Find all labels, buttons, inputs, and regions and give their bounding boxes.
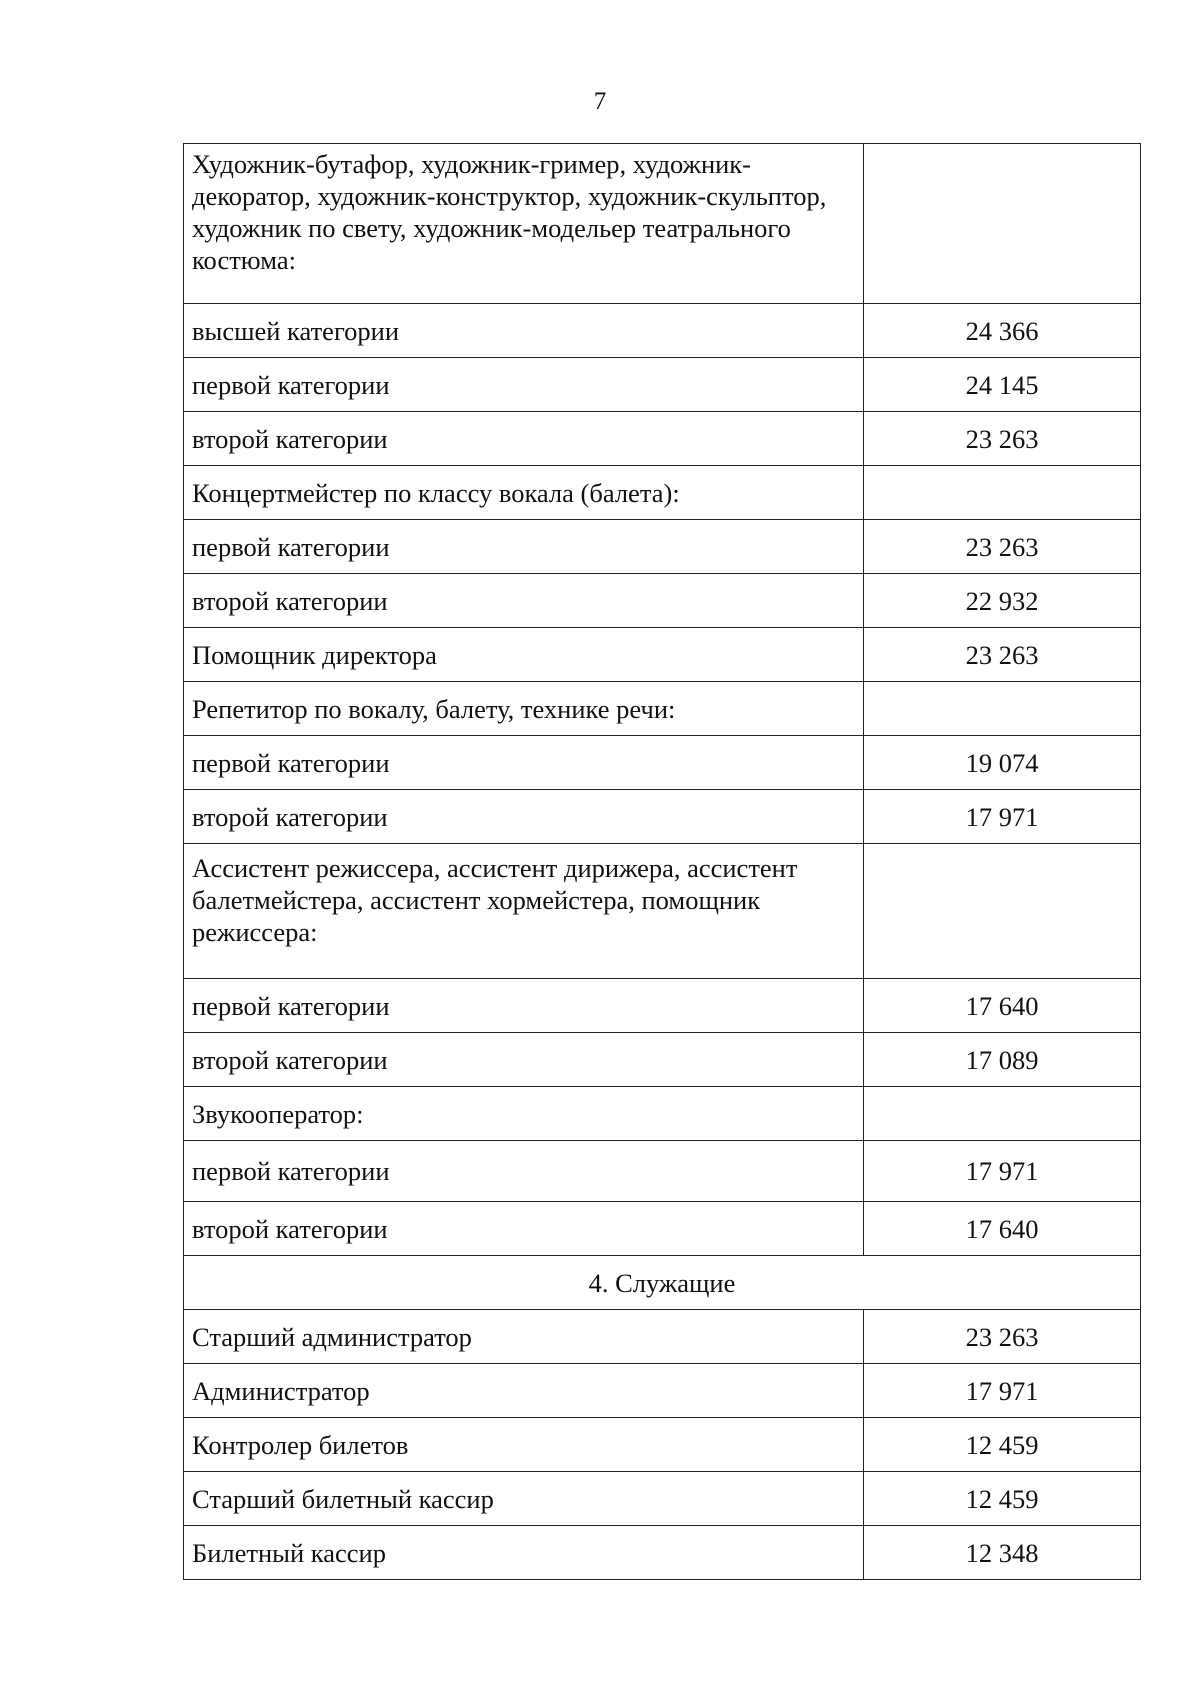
salary-value: 12 348 bbox=[864, 1526, 1141, 1580]
position-name: Репетитор по вокалу, балету, технике речи: bbox=[184, 682, 864, 736]
table-row bbox=[184, 682, 1141, 736]
position-name: Звукооператор: bbox=[184, 1087, 864, 1141]
position-name: Художник-бутафор, художник-гример, художник-декоратор, художник-конструктор, художник-скульптор, художник по свету, художник-модельер театрального костюма: bbox=[184, 144, 864, 304]
position-name: Билетный кассир bbox=[184, 1526, 864, 1580]
section-title: 4. Служащие bbox=[184, 1256, 1141, 1310]
salary-value bbox=[864, 466, 1141, 520]
table-row bbox=[184, 1033, 1141, 1087]
position-name: Ассистент режиссера, ассистент дирижера, ассистент балетмейстера, ассистент хормейстера, помощник режиссера: bbox=[184, 844, 864, 979]
table-row bbox=[184, 790, 1141, 844]
position-name: первой категории bbox=[184, 1141, 864, 1202]
table-row bbox=[184, 358, 1141, 412]
salary-value: 19 074 bbox=[864, 736, 1141, 790]
table-row bbox=[184, 520, 1141, 574]
table-row bbox=[184, 1418, 1141, 1472]
table-row bbox=[184, 1472, 1141, 1526]
position-name: второй категории bbox=[184, 1033, 864, 1087]
page-number: 7 bbox=[593, 88, 607, 115]
salary-value: 23 263 bbox=[864, 1310, 1141, 1364]
position-name: второй категории bbox=[184, 412, 864, 466]
position-name: второй категории bbox=[184, 574, 864, 628]
salary-value bbox=[864, 1087, 1141, 1141]
position-name: Концертмейстер по классу вокала (балета): bbox=[184, 466, 864, 520]
salary-value bbox=[864, 144, 1141, 304]
position-name: Помощник директора bbox=[184, 628, 864, 682]
salary-value: 22 932 bbox=[864, 574, 1141, 628]
position-name: Старший администратор bbox=[184, 1310, 864, 1364]
position-name: первой категории bbox=[184, 358, 864, 412]
salary-value: 24 366 bbox=[864, 304, 1141, 358]
position-name: второй категории bbox=[184, 790, 864, 844]
position-name: Контролер билетов bbox=[184, 1418, 864, 1472]
table-row bbox=[184, 574, 1141, 628]
salary-value: 23 263 bbox=[864, 412, 1141, 466]
position-name: второй категории bbox=[184, 1202, 864, 1256]
salary-table bbox=[183, 143, 1141, 1580]
salary-value: 17 640 bbox=[864, 979, 1141, 1033]
position-name: первой категории bbox=[184, 979, 864, 1033]
position-name: Администратор bbox=[184, 1364, 864, 1418]
salary-value bbox=[864, 844, 1141, 979]
table-row bbox=[184, 1087, 1141, 1141]
table-row bbox=[184, 844, 1141, 979]
table-row bbox=[184, 412, 1141, 466]
salary-value: 12 459 bbox=[864, 1472, 1141, 1526]
table-row bbox=[184, 144, 1141, 304]
salary-value: 24 145 bbox=[864, 358, 1141, 412]
position-name: первой категории bbox=[184, 520, 864, 574]
salary-value: 17 089 bbox=[864, 1033, 1141, 1087]
table-row bbox=[184, 1526, 1141, 1580]
table-row bbox=[184, 628, 1141, 682]
salary-value: 17 971 bbox=[864, 790, 1141, 844]
position-name: Старший билетный кассир bbox=[184, 1472, 864, 1526]
table-row bbox=[184, 304, 1141, 358]
salary-value: 23 263 bbox=[864, 520, 1141, 574]
table-row bbox=[184, 1202, 1141, 1256]
salary-value: 17 971 bbox=[864, 1141, 1141, 1202]
position-name: первой категории bbox=[184, 736, 864, 790]
salary-value bbox=[864, 682, 1141, 736]
position-name: высшей категории bbox=[184, 304, 864, 358]
salary-value: 12 459 bbox=[864, 1418, 1141, 1472]
table-row bbox=[184, 736, 1141, 790]
section-header-row bbox=[184, 1256, 1141, 1310]
table-row bbox=[184, 979, 1141, 1033]
table-row bbox=[184, 466, 1141, 520]
salary-value: 17 971 bbox=[864, 1364, 1141, 1418]
salary-value: 17 640 bbox=[864, 1202, 1141, 1256]
table-row bbox=[184, 1141, 1141, 1202]
table-row bbox=[184, 1364, 1141, 1418]
salary-value: 23 263 bbox=[864, 628, 1141, 682]
table-row bbox=[184, 1310, 1141, 1364]
